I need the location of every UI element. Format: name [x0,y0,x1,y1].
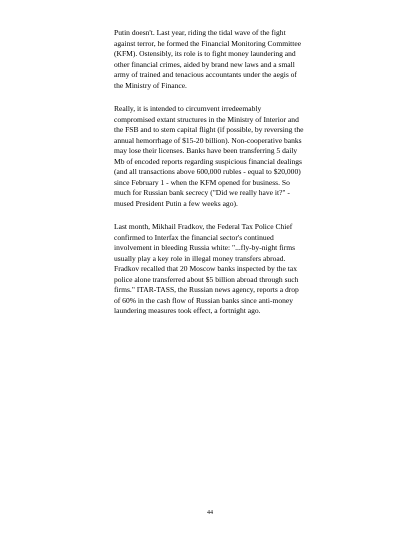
paragraph-3: Last month, Mikhail Fradkov, the Federal Tax Police Chief confirmed to Interfax the financial sector's continued involvement in bleeding Russia white: "...fly-by-night firms usually play a key role in illegal money transfers abroad. Fradkov recalled that 20 Moscow banks inspected by the tax police alone transferred about $5 billion abroad through such firms." ITAR-TASS, the Russian news agency, reports a drop of 60% in the cash flow of Russian banks since anti-money laundering measures took effect, a fortnight ago. [114,222,299,315]
paragraph-2: Really, it is intended to circumvent irredeemably compromised extant structures in the Ministry of Interior and the FSB and to stem capital flight (if possible, by reversing the annual hemorrhage of $15-20 billion). Non-cooperative banks may lose their licenses. Banks have been transferring 5 daily Mb of encoded reports regarding suspicious financial dealings (and all transactions above 600,000 rubles - equal to $20,000) since February 1 - when the KFM opened for business. So much for Russian bank secrecy ("Did we really have it?" - mused President Putin a few weeks ago). [114,104,304,208]
body-text-column [114,28,304,330]
page-number: 44 [207,510,213,516]
paragraph-1: Putin doesn't. Last year, riding the tidal wave of the fight against terror, he formed the Financial Monitoring Committee (KFM). Ostensibly, its role is to fight money laundering and other financial crimes, aided by brand new laws and a small army of trained and tenacious accountants under the aegis of the Ministry of Finance. [114,28,302,90]
